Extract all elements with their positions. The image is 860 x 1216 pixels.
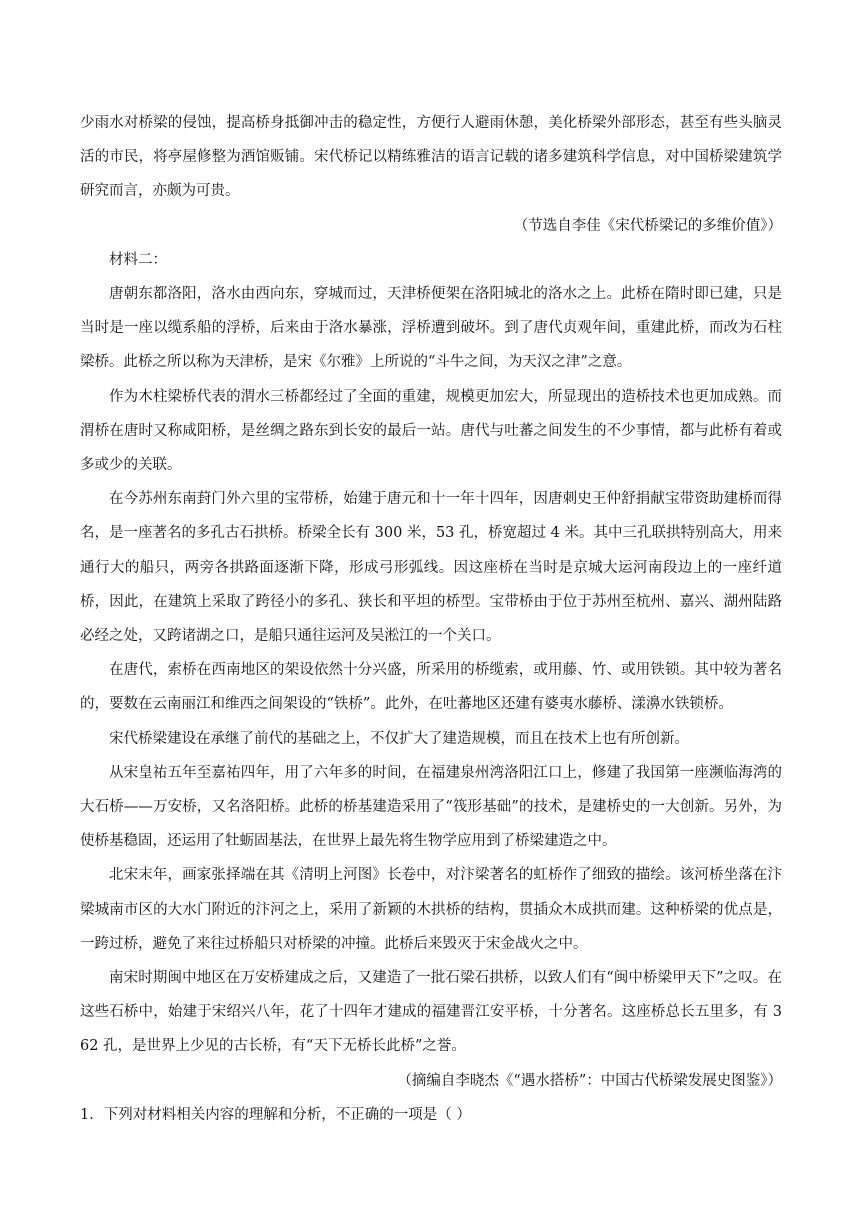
- material2-paragraph-baodai-bridge: 在今苏州东南葑门外六里的宝带桥，始建于唐元和十一年十四年，因唐刺史王仲舒捐献宝带资助建桥而得名，是一座著名的多孔古石拱桥。桥梁全长有 300 米，53 孔，桥宽超过 4 米。其中三孔联拱特别高大，用来通行大的船只，两旁各拱路面逐渐下降，形成弓形弧线。因这座桥在当时是京城大运河南段边上的一座纤道桥，因此，在建筑上采取了跨径小的多孔、狭长和平坦的桥型。宝带桥由于位于苏州至杭州、嘉兴、湖州陆路必经之处，又跨诸湖之口，是船只通往运河及吴淞江的一个关口。: [80, 491, 782, 645]
- material2-paragraph-anping-bridge: 南宋时期闽中地区在万安桥建成之后，又建造了一批石梁石拱桥，以致人们有“闽中桥梁甲天下”之叹。在这些石桥中，始建于宋绍兴八年，花了十四年才建成的福建晋江安平桥，十分著名。这座桥总长五里多，有 362 孔，是世界上少见的古长桥，有“天下无桥长此桥”之誉。: [80, 970, 782, 1055]
- material2-source-citation: （摘编自李晓杰《“遇水搭桥”：中国古代桥梁发展史图鉴》）: [397, 1072, 782, 1089]
- material2-paragraph-rainbow-bridge: 北宋末年，画家张择端在其《清明上河图》长卷中，对汴梁著名的虹桥作了细致的描绘。该河桥坐落在汴梁城南市区的大水门附近的汴河之上，采用了新颖的木拱桥的结构，贯插众木成拱而建。这种桥梁的优点是，一跨过桥，避免了来往过桥船只对桥梁的冲撞。此桥后来毁灭于宋金战火之中。: [80, 867, 782, 952]
- material2-paragraph-weishui-bridges: 作为木柱梁桥代表的渭水三桥都经过了全面的重建，规模更加宏大，所显现出的造桥技术也更加成熟。而渭桥在唐时又称咸阳桥，是丝绸之路东到长安的最后一站。唐代与吐蕃之间发生的不少事情，都与此桥有着或多或少的关联。: [80, 388, 782, 474]
- material1-tail-paragraph: 少雨水对桥梁的侵蚀，提高桥身抵御冲击的稳定性，方便行人避雨休憩，美化桥梁外部形态，甚至有些头脑灵活的市民，将亭屋修整为酒馆贩铺。宋代桥记以精练雅洁的语言记载的诸多建筑科学信息，对中国桥梁建筑学研究而言，亦颇为可贵。: [80, 115, 782, 200]
- material1-source-citation: （节选自李佳《宋代桥梁记的多维价值》）: [513, 217, 782, 234]
- material2-paragraph-song-innovation: 宋代桥梁建设在承继了前代的基础之上，不仅扩大了建造规模，而且在技术上也有所创新。: [109, 730, 689, 747]
- material2-heading: 材料二：: [109, 251, 167, 268]
- material2-paragraph-wanan-bridge: 从宋皇祐五年至嘉祐四年，用了六年多的时间，在福建泉州湾洛阳江口上，修建了我国第一座濒临海湾的大石桥——万安桥，又名洛阳桥。此桥的桥基建造采用了“筏形基础”的技术，是建桥史的一大创新。另外，为使桥基稳固，还运用了牡蛎固基法，在世界上最先将生物学应用到了桥梁建造之中。: [80, 764, 782, 850]
- material2-paragraph-cable-bridges: 在唐代，索桥在西南地区的架设依然十分兴盛，所采用的桥缆索，或用藤、竹、或用铁锁。其中较为著名的，要数在云南丽江和维西之间架设的“铁桥”。此外，在吐蕃地区还建有婆夷水藤桥、漾濞水铁锁桥。: [80, 662, 782, 713]
- question-1-stem: 1．下列对材料相关内容的理解和分析，不正确的一项是（ ）: [80, 1106, 471, 1123]
- material2-paragraph-tianjin-bridge: 唐朝东都洛阳，洛水由西向东，穿城而过，天津桥便架在洛阳城北的洛水之上。此桥在隋时即已建，只是当时是一座以缆系船的浮桥，后来由于洛水暴涨，浮桥遭到破坏。到了唐代贞观年间，重建此桥，而改为石柱梁桥。此桥之所以称为天津桥，是宋《尔雅》上所说的“斗牛之间，为天汉之津”之意。: [80, 286, 782, 371]
